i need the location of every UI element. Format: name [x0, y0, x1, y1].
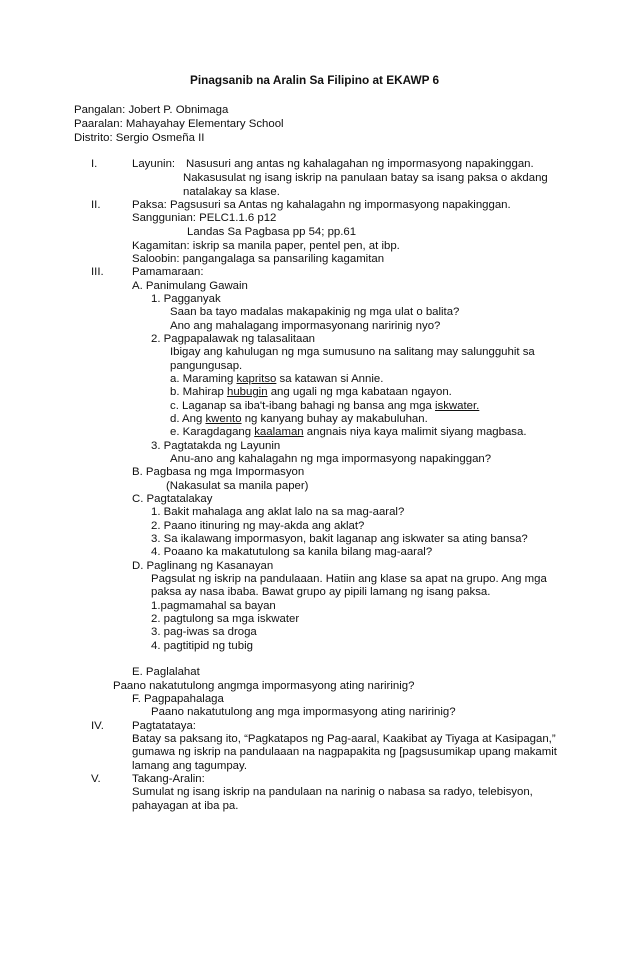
school-name: Paaralan: Mahayahay Elementary School: [74, 118, 284, 130]
procedure-instruction: pangungusap.: [170, 360, 243, 372]
procedure-f-label: F. Pagpapahalaga: [132, 693, 224, 705]
discussion-question: 1. Bakit mahalaga ang aklat lalo na sa mag-aaral?: [151, 506, 405, 518]
activity-topic: 1.pagmamahal sa bayan: [151, 600, 276, 612]
values-line: Saloobin: pangangalaga sa pansariling kagamitan: [132, 253, 385, 265]
procedure-b-label: B. Pagbasa ng mga Impormasyon: [132, 466, 305, 478]
procedure-item: 2. Pagpapalawak ng talasalitaan: [151, 333, 316, 345]
vocabulary-sentence: d. Ang kwento ng kanyang buhay ay makabuluhan.: [170, 413, 428, 425]
vocabulary-word: kapritso: [236, 373, 277, 385]
discussion-question: 2. Paano itinuring ng may-akda ang aklat?: [151, 520, 365, 532]
evaluation-line: Batay sa paksang ito, “Pagkatapos ng Pag-aaral, Kaakibat ay Tiyaga at Kasipagan,”: [132, 733, 556, 745]
procedure-a-label: A. Panimulang Gawain: [132, 280, 248, 292]
materials-line: Kagamitan: iskrip sa manila paper, pentel pen, at ibp.: [132, 240, 400, 252]
vocabulary-sentence: a. Maraming kapritso sa katawan si Annie.: [170, 373, 384, 385]
evaluation-line: lamang ang tagumpay.: [132, 760, 248, 772]
valuing-question: Paano nakatutulong ang mga impormasyong ating naririnig?: [151, 706, 456, 718]
reference-line: Landas Sa Pagbasa pp 54; pp.61: [187, 226, 357, 238]
section-i-number: I.: [91, 158, 98, 170]
activity-topic: 3. pag-iwas sa droga: [151, 626, 257, 638]
procedure-note: (Nakasulat sa manila paper): [166, 480, 309, 492]
section-ii-number: II.: [91, 199, 101, 211]
vocabulary-sentence: c. Laganap sa iba't-ibang bahagi ng bansa ang mga iskwater.: [170, 400, 480, 412]
procedure-instruction: Ibigay ang kahulugan ng mga sumusuno na salitang may salungguhit sa: [170, 346, 535, 358]
document-title: Pinagsanib na Aralin Sa Filipino at EKAWP 6: [190, 73, 440, 87]
generalization-question: Paano nakatutulong angmga impormasyong ating naririnig?: [113, 680, 415, 692]
assignment-line: Sumulat ng isang iskrip na pandulaan na narinig o nabasa sa radyo, telebisyon,: [132, 786, 533, 798]
vocabulary-sentence: b. Mahirap hubugin ang ugali ng mga kabataan ngayon.: [170, 386, 452, 398]
procedure-question: Saan ba tayo madalas makapakinig ng mga ulat o balita?: [170, 306, 460, 318]
vocabulary-word: kwento: [205, 413, 242, 425]
section-i-label: Layunin:: [132, 158, 176, 170]
assignment-line: pahayagan at iba pa.: [132, 800, 239, 812]
procedure-c-label: C. Pagtatalakay: [132, 493, 213, 505]
subject-line: Paksa: Pagsusuri sa Antas ng kahalagahn ng impormasyong napakinggan.: [132, 199, 511, 211]
vocabulary-word: kaalaman: [254, 426, 304, 438]
evaluation-line: gumawa ng iskrip na pandulaaan na nagpapakita ng [pagsusumikap upang makamit: [132, 746, 557, 758]
activity-instruction: paksa ay nasa ibaba. Bawat grupo ay pipili lamang ng isang paksa.: [151, 586, 491, 598]
objective-line: Nasusuri ang antas ng kahalagahan ng impormasyong napakinggan.: [186, 158, 534, 170]
procedure-d-label: D. Paglinang ng Kasanayan: [132, 560, 274, 572]
section-v-number: V.: [91, 773, 101, 785]
procedure-question: Ano ang mahalagang impormasyonang naririnig nyo?: [170, 320, 441, 332]
procedure-item: 1. Pagganyak: [151, 293, 221, 305]
section-iv-number: IV.: [91, 720, 104, 732]
objective-line: natalakay sa klase.: [183, 186, 280, 198]
section-iii-label: Pamamaraan:: [132, 266, 204, 278]
activity-instruction: Pagsulat ng iskrip na pandulaaan. Hatiin ang klase sa apat na grupo. Ang mga: [151, 573, 547, 585]
district-name: Distrito: Sergio Osmeña II: [74, 132, 205, 144]
activity-topic: 2. pagtulong sa mga iskwater: [151, 613, 300, 625]
discussion-question: 4. Poaano ka makatutulong sa kanila bilang mag-aaral?: [151, 546, 433, 558]
vocabulary-word: iskwater.: [435, 400, 480, 412]
activity-topic: 4. pagtitipid ng tubig: [151, 640, 253, 652]
procedure-question: Anu-ano ang kahalagahn ng mga impormasyong napakinggan?: [170, 453, 492, 465]
objective-line: Nakasusulat ng isang iskrip na panulaan batay sa isang paksa o akdang: [183, 172, 548, 184]
procedure-e-label: E. Paglalahat: [132, 666, 200, 678]
reference-line: Sanggunian: PELC1.1.6 p12: [132, 212, 277, 224]
vocabulary-sentence: e. Karagdagang kaalaman angnais niya kaya malimit siyang magbasa.: [170, 426, 527, 438]
procedure-item: 3. Pagtatakda ng Layunin: [151, 440, 281, 452]
section-iv-label: Pagtatataya:: [132, 720, 196, 732]
teacher-name: Pangalan: Jobert P. Obnimaga: [74, 104, 229, 116]
section-v-label: Takang-Aralin:: [132, 773, 205, 785]
discussion-question: 3. Sa ikalawang impormasyon, bakit laganap ang iskwater sa ating bansa?: [151, 533, 528, 545]
section-iii-number: III.: [91, 266, 104, 278]
vocabulary-word: hubugin: [226, 386, 268, 398]
